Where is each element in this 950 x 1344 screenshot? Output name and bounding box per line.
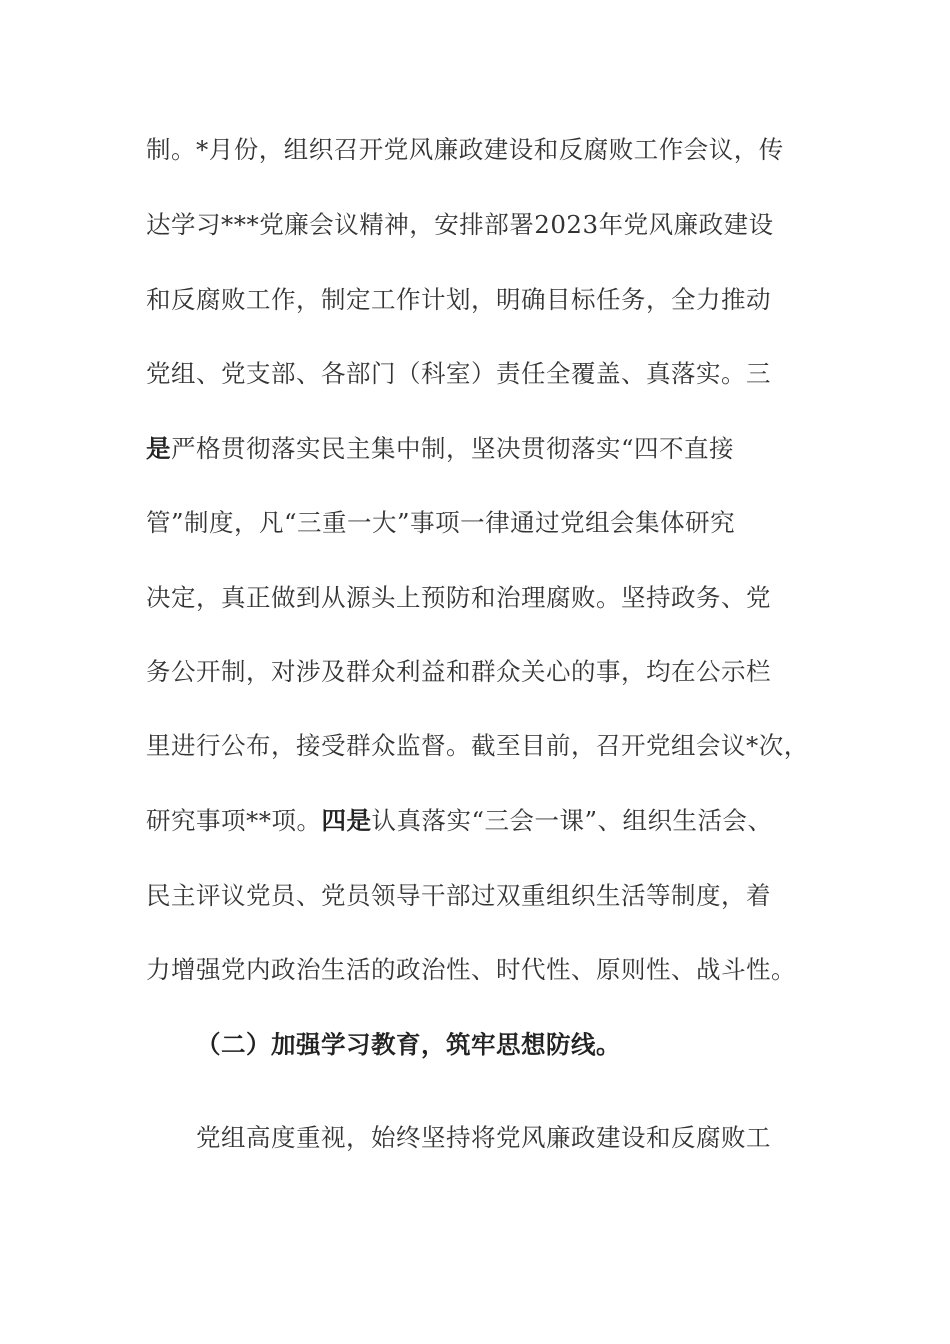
text-line-2: 达学习***党廉会议精神，安排部署2023年党风廉政建设 (146, 210, 774, 239)
text-line-10-body: 认真落实“三会一课”、组织生活会、 (371, 806, 773, 835)
text-line-3: 和反腐败工作，制定工作计划，明确目标任务，全力推动 (146, 285, 771, 314)
text-line-4: 党组、党支部、各部门（科室）责任全覆盖、真落实。三 (146, 359, 771, 388)
text-line-10-pre: 研究事项**项。 (146, 806, 322, 835)
text-line-11: 民主评议党员、党员领导干部过双重组织生活等制度，着 (146, 881, 771, 910)
paragraph-start: 党组高度重视，始终坚持将党风廉政建设和反腐败工 (196, 1123, 771, 1152)
text-line-7: 决定，真正做到从源头上预防和治理腐败。坚持政务、党 (146, 583, 771, 612)
text-line-8: 务公开制，对涉及群众利益和群众关心的事，均在公示栏 (146, 657, 771, 686)
section-heading: （二）加强学习教育，筑牢思想防线。 (196, 1030, 621, 1059)
text-line-1: 制。*月份，组织召开党风廉政建设和反腐败工作会议，传 (146, 135, 784, 164)
text-line-10 (146, 801, 773, 841)
text-line-5-body: 严格贯彻落实民主集中制，坚决贯彻落实“四不直接 (171, 434, 735, 463)
text-line-6: 管”制度，凡“三重一大”事项一律通过党组会集体研究 (146, 508, 736, 537)
emphasis-si-shi: 四是 (321, 806, 372, 835)
emphasis-san-shi: 是 (146, 434, 171, 463)
text-line-9: 里进行公布，接受群众监督。截至目前，召开党组会议*次， (146, 731, 809, 760)
text-line-12: 力增强党内政治生活的政治性、时代性、原则性、战斗性。 (146, 955, 796, 984)
text-line-5 (146, 429, 734, 469)
